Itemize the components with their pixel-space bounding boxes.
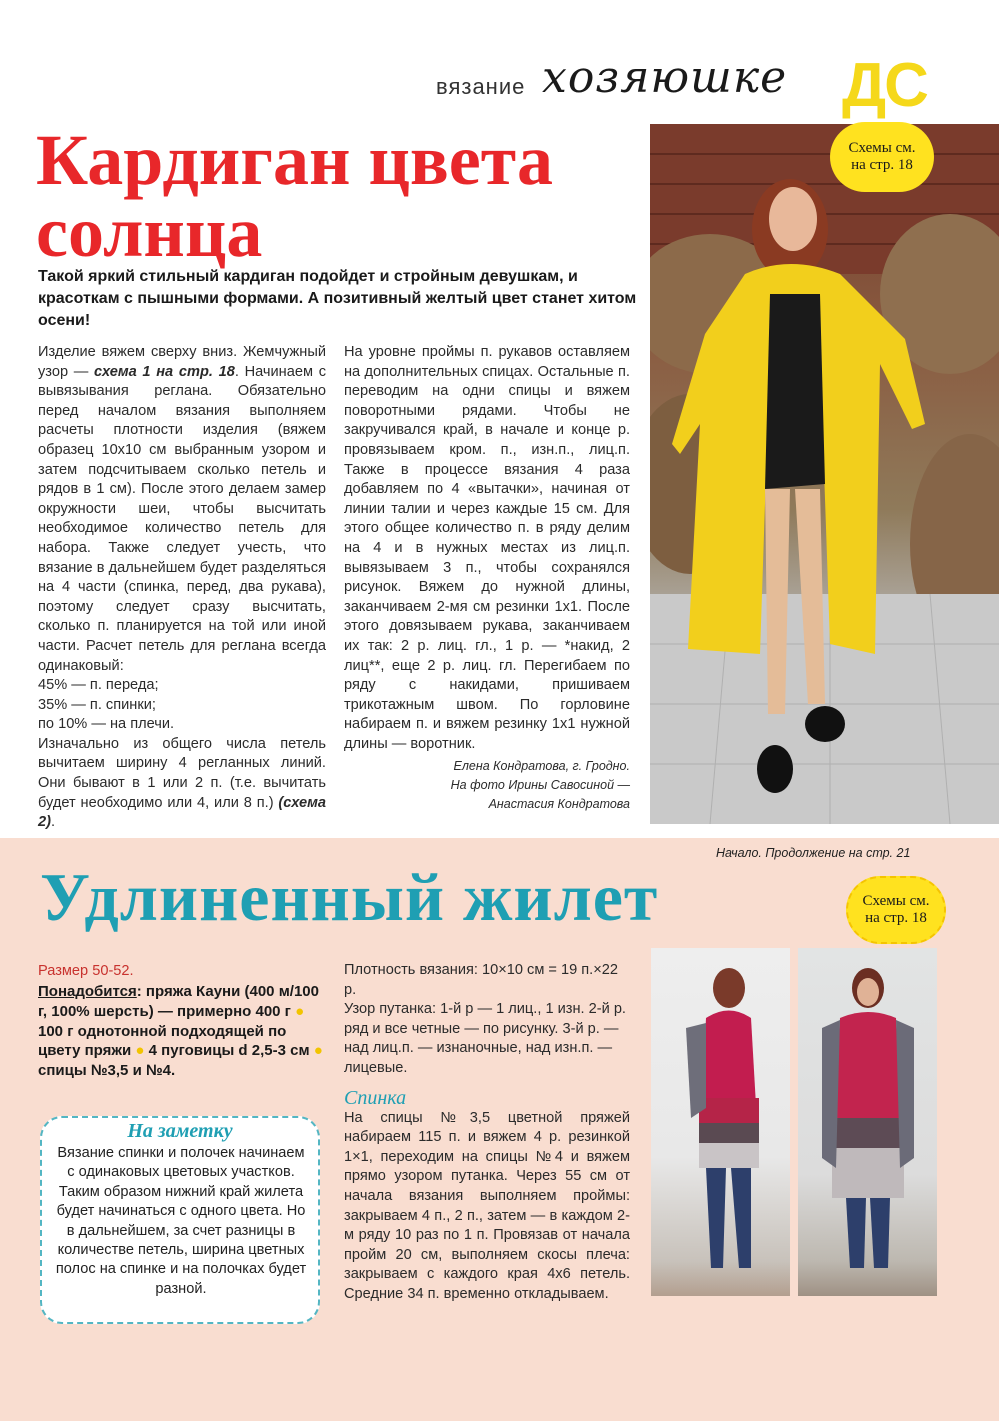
schema-ref: схема 1 на стр. 18: [94, 363, 235, 380]
note-title: На заметку: [127, 1120, 233, 1142]
badge-line-2: на стр. 18: [851, 157, 913, 173]
pattern-info: Узор путанка: 1-й р — 1 лиц., 1 изн. 2-й р. ряд и все четные — по рисунку. 3-й р. — над лиц.п. — изнаночные, над изн.п. — лицевые.: [344, 1001, 626, 1076]
article-column-1: [38, 343, 326, 833]
cardigan-photo: [650, 124, 999, 824]
text: 4 пуговицы d 2,5-3 см: [144, 1042, 314, 1060]
bullet-icon: ●: [295, 1002, 305, 1020]
list-item: по 10% — на плечи.: [38, 716, 175, 733]
vest-back-illustration: [651, 948, 790, 1296]
badge-line-1: Схемы см.: [862, 893, 930, 909]
vest-photo-back: [651, 948, 790, 1296]
list-item: 35% — п. спинки;: [38, 696, 156, 713]
title-line-1: Кардиган цвета: [36, 120, 554, 200]
article-title-cardigan: [36, 120, 656, 272]
size-info: Размер 50-52.: [38, 963, 134, 979]
section-title: хозяюшке: [542, 52, 788, 103]
text: спицы №3,5 и №4.: [38, 1062, 176, 1080]
list-item: 45% — п. переда;: [38, 677, 159, 694]
vest-front-illustration: [798, 948, 937, 1296]
photo-credit: На фото Ирины Савосиной —: [450, 778, 630, 793]
schemes-badge-1: [830, 122, 934, 192]
vest-photo-front: [798, 948, 937, 1296]
back-instructions: На спицы №3,5 цветной пряжей набираем 115 п. и вяжем 4 р. резинкой 1×1, переходим на спицы №4 и вяжем прямо узором путанка. Через 55 см от начала вязания выполняем проймы: закрываем 4 п., 2 п., затем — в каждом 2-м ряду 10 раз по 1 п. Провязав от начала пройм 20 см, выполняем скосы плеча: закрываем с каждого края 4х6 петель. Средние 34 п. временно откладываем.: [344, 1109, 630, 1302]
back-subtitle: Спинка: [344, 1086, 407, 1109]
badge-line-2: на стр. 18: [865, 910, 927, 926]
author-signature: Елена Кондратова, г. Гродно.: [453, 759, 630, 774]
section-label: вязание: [436, 74, 526, 99]
title-line-2: солнца: [36, 192, 263, 272]
paragraph: [38, 343, 326, 676]
text: Изделие вяжем сверху вниз. Жемчужный узор —: [38, 344, 326, 380]
note-text: Вязание спинки и полочек начинаем с одинаковых цветовых участков. Таким образом нижний край жилета будет начинаться с одного цвета. Но в дальнейшем, за счет разницы в количестве петель, ширина цветных полос на спинке и на полочках будет разной.: [55, 1145, 307, 1297]
magazine-logo: ДС: [842, 51, 927, 120]
article-column-2: [344, 343, 630, 814]
text: . Начинаем с вывязывания реглана. Обязательно перед началом вязания выполняем расчеты плотности изделия (вяжем образец 10х10 см выбранным узором и затем подсчитываем сколько петель и рядов в 1 см). После этого делаем замер окружности шеи, чтобы высчитать необходимое количество петель для набора. Также следует учесть, что вязание в дальнейшем будет разделяться на 4 части (спинка, перед, два рукава), поэтому следует сразу высчитать, сколько п. планируется на той или иной части. Расчет петель для реглана всегда одинаковый:: [38, 363, 326, 674]
cardigan-photo-illustration: [650, 124, 999, 824]
materials-list: [38, 982, 328, 1081]
text: : пряжа Кауни (400 м/100 г, 100% шерсть) — примерно 400 г: [38, 983, 319, 1020]
schema-ref: (схема 2): [38, 794, 326, 831]
paragraph: На уровне проймы п. рукавов оставляем на дополнительных спицах. Остальные п. переводим на одни спицы и вяжем поворотными рядами. Чтобы не закручивался край, в начале и конце р. провязываем кром. п., изн.п., лиц.п. Также в процессе вязания 4 раза добавляем по 4 «вытачки», начиная от линии талии и через каждые 15 см. Для этого общее количество п. в ряду делим на 4 и в нужных местах из лиц.п. вывязываем 3 п., чтобы сохранялся рисунок. Вяжем до нужной длины, заканчиваем 2-мя см резинки 1х1. После этого довязываем рукава, заканчиваем их так: 2 р. лиц. гл., 1 р. — *накид, 2 лиц**, еще 2 р. лиц. гл. Перегибаем по ряду с накидами, пришиваем трикотажным швом. По горловине набираем п. и вяжем резинку 1х1 нужной длины — воротник.: [344, 344, 630, 752]
bullet-icon: ●: [135, 1042, 145, 1060]
text: 100 г однотонной подходящей по цвету пряжи: [38, 1022, 287, 1060]
materials-label: Понадобится: [38, 983, 137, 1000]
article-lead: Такой яркий стильный кардиган подойдет и стройным девушкам, и красоткам с пышными формами. А позитивный желтый цвет станет хитом осени!: [38, 268, 637, 329]
continuation-note: Начало. Продолжение на стр. 21: [716, 846, 911, 860]
text: Изначально из общего числа петель вычитаем ширину 4 регланных линий. Они бывают в 1 или 2 п. (т.е. вычитать будет необходимо или 4, или 8 п.): [38, 735, 326, 811]
schemes-badge-2: [846, 876, 946, 944]
model-credit: Анастасия Кондратова: [488, 797, 630, 812]
density-info: Плотность вязания: 10×10 см = 19 п.×22 р.: [344, 962, 618, 998]
text: .: [50, 814, 56, 831]
paragraph: [38, 735, 326, 833]
badge-line-1: Схемы см.: [848, 140, 916, 156]
article-title-vest: Удлиненный жилет: [40, 859, 659, 935]
bullet-icon: ●: [313, 1042, 323, 1060]
article-column-3: [344, 961, 630, 1305]
